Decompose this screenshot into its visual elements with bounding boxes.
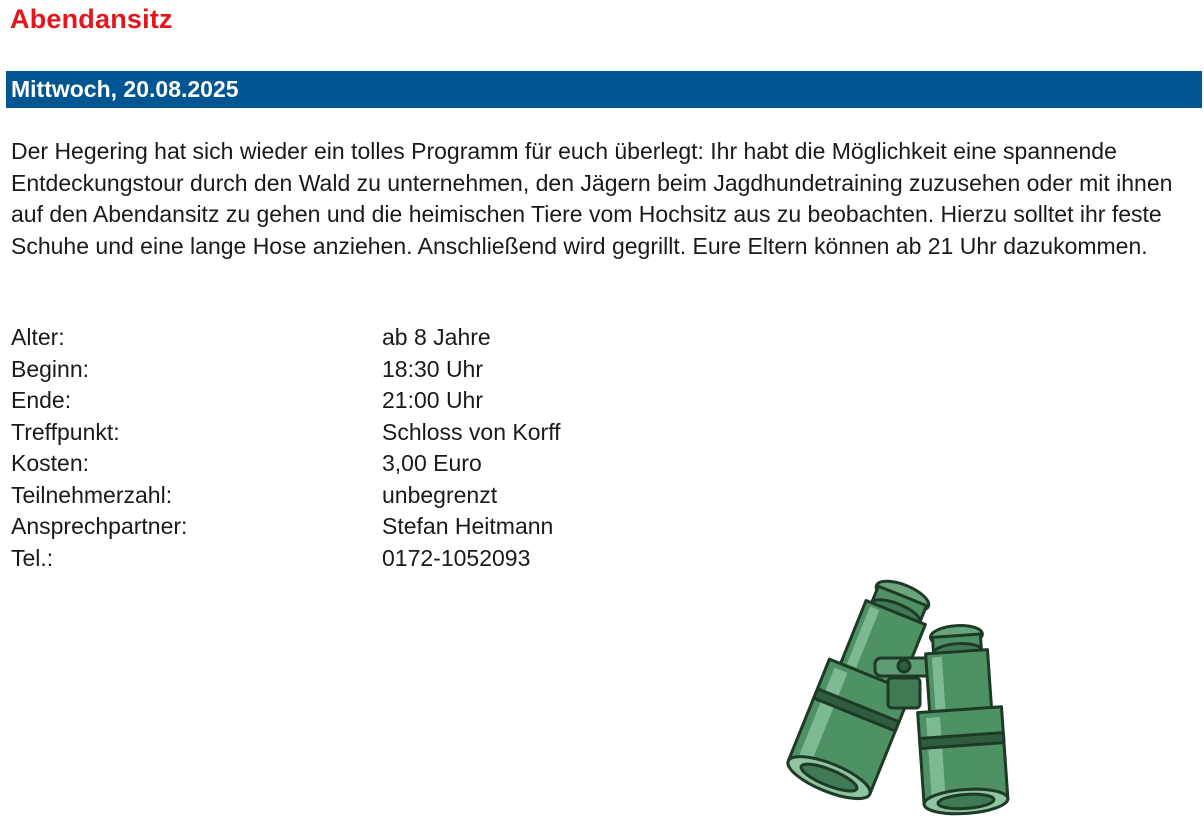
- detail-row-participants: [11, 480, 561, 512]
- detail-value: 21:00 Uhr: [382, 387, 484, 413]
- date-bar: [6, 71, 1202, 108]
- detail-label: Treffpunkt:: [11, 418, 120, 445]
- detail-row-contact: [11, 511, 561, 543]
- detail-row-phone: [11, 543, 561, 575]
- page-title: Abendansitz: [10, 4, 173, 34]
- detail-value: unbegrenzt: [382, 481, 498, 508]
- detail-row-meeting-point: [11, 417, 561, 449]
- detail-row-age: [11, 322, 561, 354]
- detail-value: ab 8 Jahre: [382, 324, 491, 350]
- detail-label: Tel.:: [11, 544, 54, 571]
- event-details: [11, 322, 561, 574]
- detail-value: 0172-1052093: [382, 544, 531, 571]
- binoculars-icon: [770, 566, 1015, 822]
- detail-value: 3,00 Euro: [382, 450, 482, 476]
- detail-label: Ansprechpartner:: [11, 513, 188, 539]
- detail-label: Ende:: [11, 387, 72, 413]
- detail-row-cost: [11, 448, 561, 480]
- detail-value: Stefan Heitmann: [382, 513, 554, 539]
- detail-label: Alter:: [11, 324, 65, 350]
- detail-row-end: [11, 385, 561, 417]
- event-description: Der Hegering hat sich wieder ein tolles Programm für euch überlegt: Ihr habt die Möglichkeit eine spannende Entdeckungstour durch den Wald zu unternehmen, den Jägern beim Jagdhundetraining zuzusehen oder mit ihnen auf den Abendansitz zu gehen und die heimischen Tiere vom Hochsitz aus zu beobachten. Hierzu solltet ihr feste Schuhe und eine lange Hose anziehen. Anschließend wird gegrillt. Eure Eltern können ab 21 Uhr dazukommen.: [11, 138, 1173, 259]
- detail-value: 18:30 Uhr: [382, 355, 484, 382]
- detail-value: Schloss von Korff: [382, 418, 561, 445]
- detail-label: Kosten:: [11, 450, 89, 476]
- detail-label: Teilnehmerzahl:: [11, 481, 173, 508]
- event-date: Mittwoch, 20.08.2025: [11, 76, 239, 102]
- detail-label: Beginn:: [11, 355, 90, 382]
- detail-row-start: [11, 354, 561, 386]
